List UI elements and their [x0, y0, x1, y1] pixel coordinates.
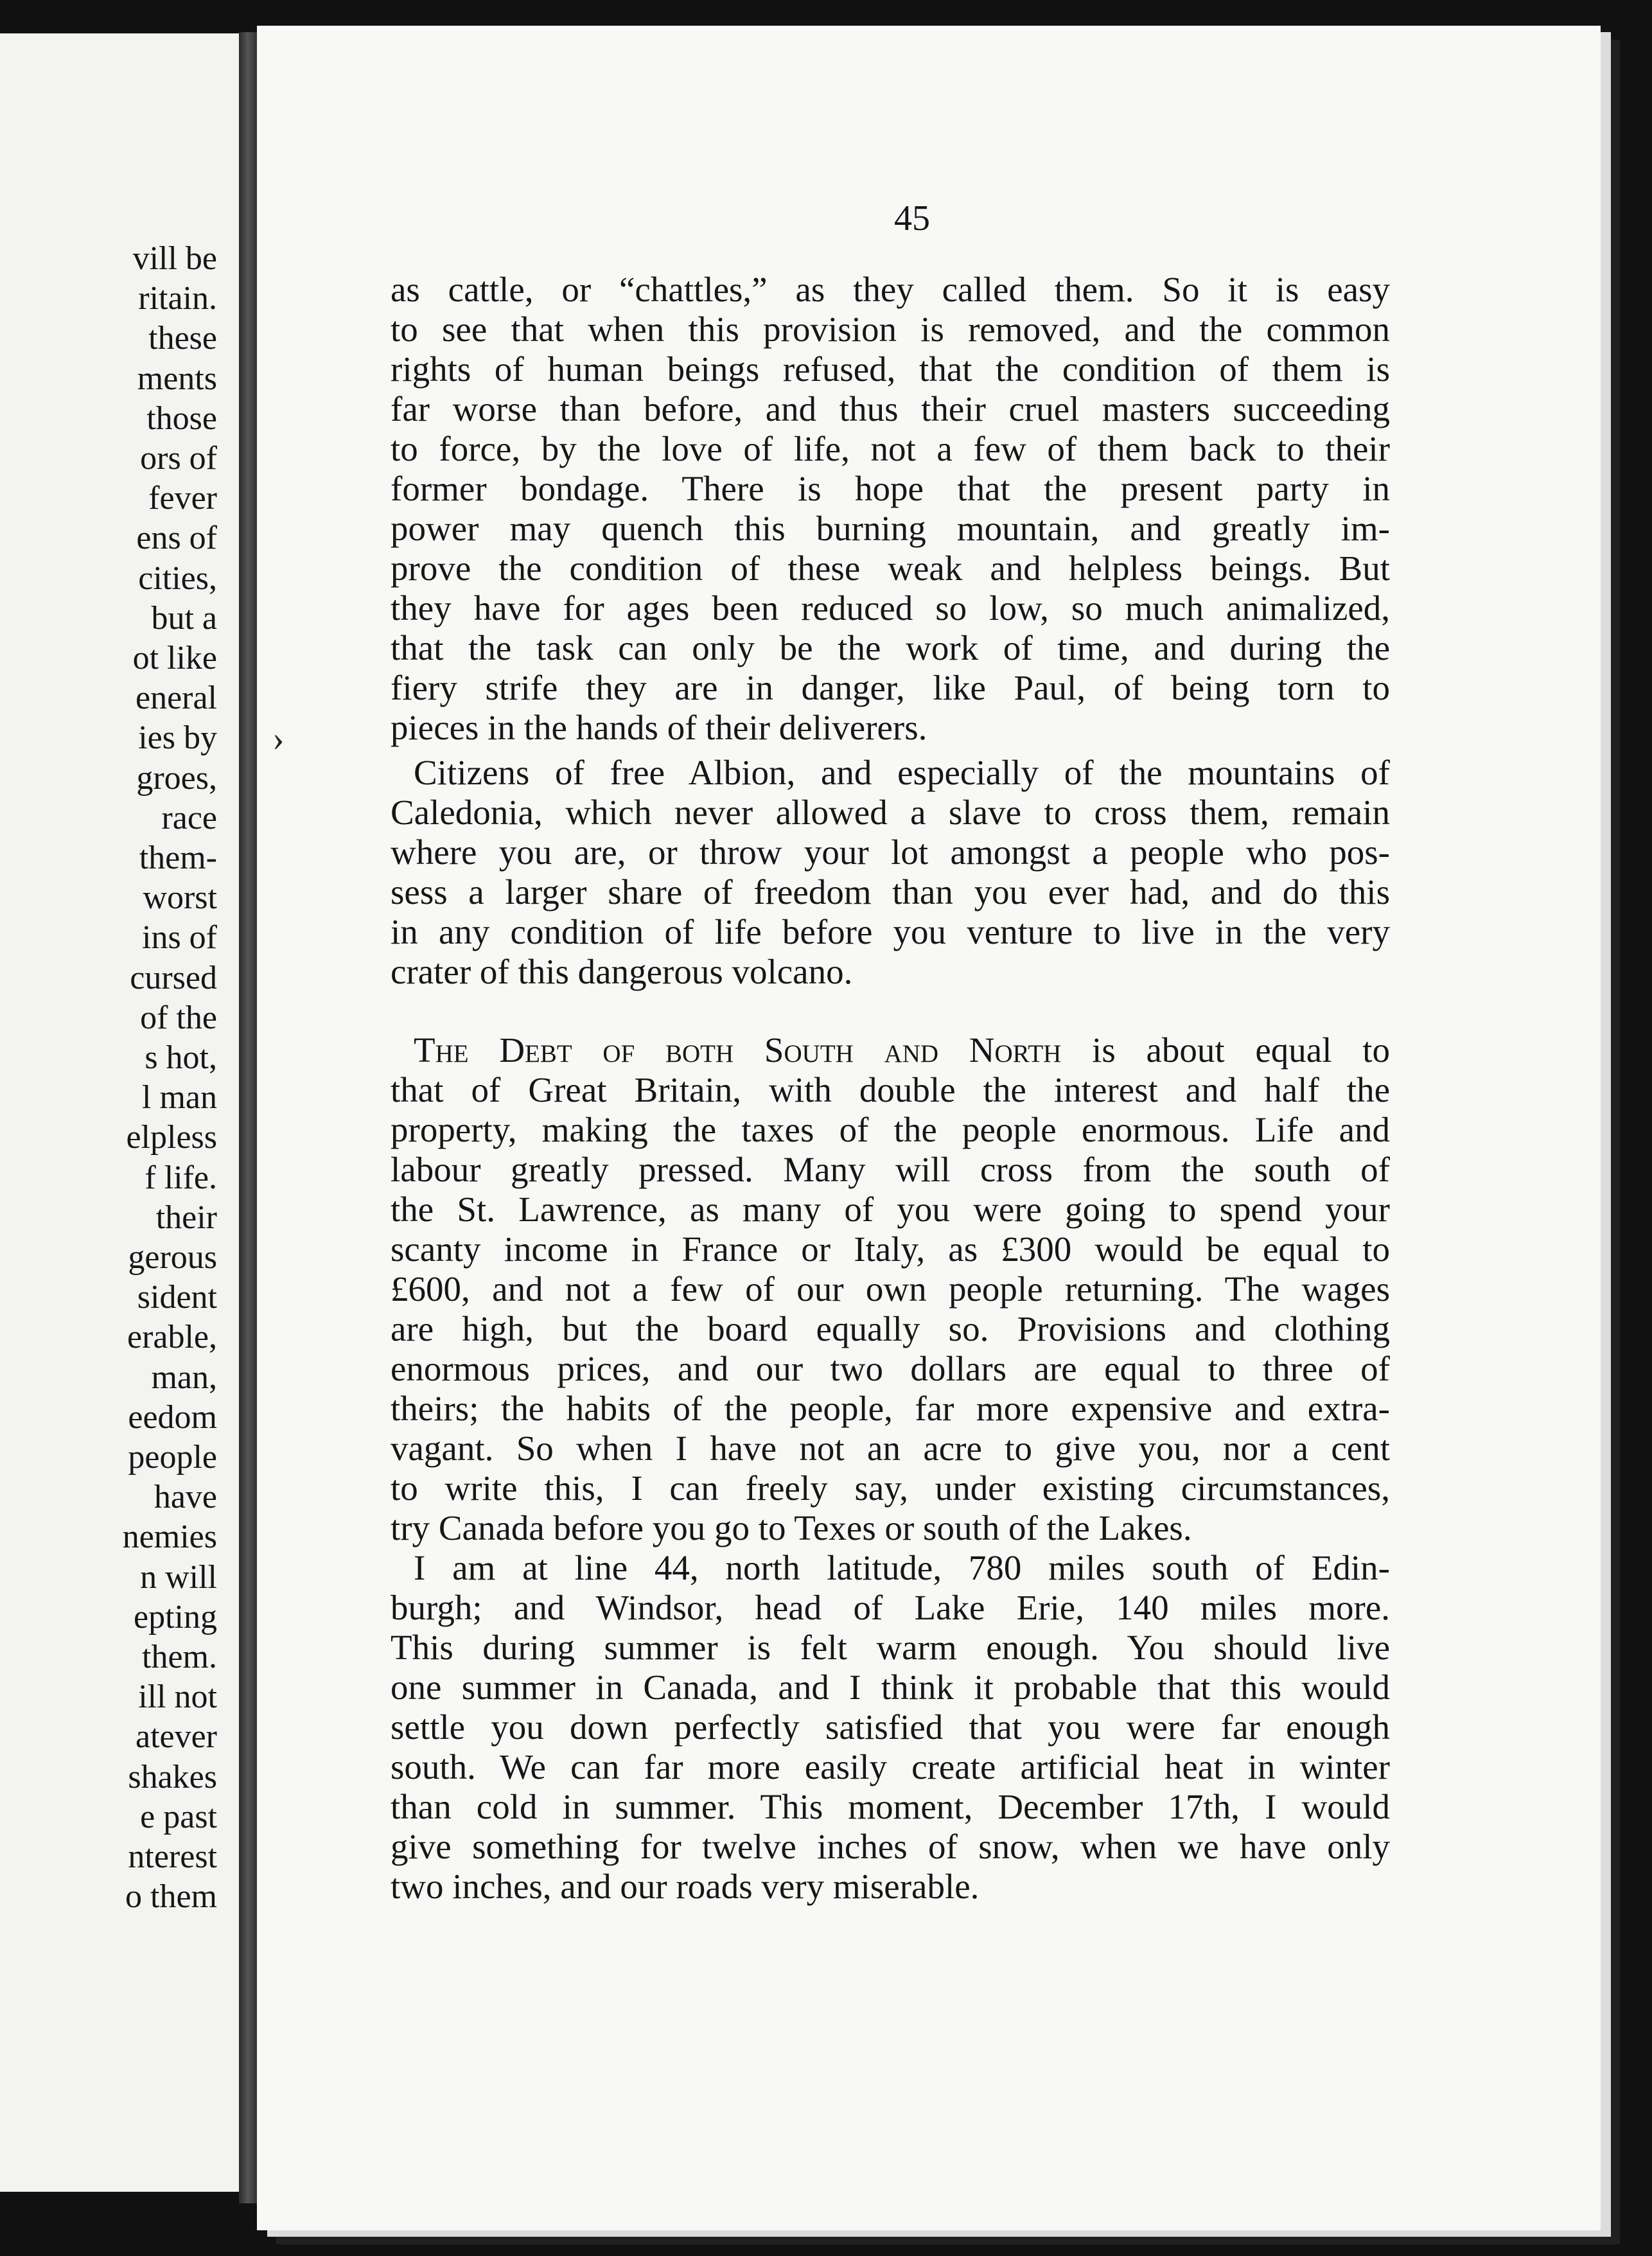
text-line: Citizens of free Albion, and especially of the mountains of: [414, 753, 1390, 792]
text-line: prove the condition of these weak and helpless beings. But: [391, 549, 1390, 588]
margin-mark: ›: [272, 719, 285, 759]
text-line: former bondage. There is hope that the present party in: [391, 469, 1390, 508]
previous-page: [0, 33, 243, 2192]
left-page-text-fragment: l man: [142, 1079, 217, 1116]
text-line: labour greatly pressed. Many will cross from the south of: [391, 1150, 1390, 1189]
text-line: This during summer is felt warm enough. You should live: [391, 1628, 1390, 1667]
left-page-text-fragment: ors of: [140, 440, 217, 477]
left-page-text-fragment: have: [154, 1479, 217, 1516]
left-page-text-fragment: nemies: [122, 1519, 217, 1556]
text-line: to force, by the love of life, not a few of them back to their: [391, 429, 1390, 468]
text-line: pieces in the hands of their deliverers.: [391, 708, 927, 747]
left-page-text-fragment: of the: [140, 999, 217, 1036]
text-line: I am at line 44, north latitude, 780 miles south of Edin-: [414, 1548, 1390, 1587]
left-page-text-fragment: ens of: [136, 520, 217, 557]
left-page-text-fragment: race: [161, 799, 217, 836]
left-page-text-fragment: ill not: [138, 1679, 217, 1716]
left-page-text-fragment: elpless: [126, 1119, 217, 1156]
left-page-text-fragment: shakes: [128, 1758, 217, 1795]
left-page-text-fragment: f life.: [145, 1159, 217, 1196]
left-page-text-fragment: sident: [137, 1279, 217, 1316]
text-line: burgh; and Windsor, head of Lake Erie, 140 miles more.: [391, 1588, 1390, 1627]
left-page-text-fragment: these: [148, 320, 217, 357]
text-line: £600, and not a few of our own people returning. The wages: [391, 1269, 1390, 1309]
text-line: rights of human beings refused, that the condition of them is: [391, 349, 1390, 389]
text-line: that the task can only be the work of time, and during the: [391, 628, 1390, 667]
left-page-text-fragment: groes,: [136, 759, 217, 797]
text-line: fiery strife they are in danger, like Paul, of being torn to: [391, 668, 1390, 707]
left-page-text-fragment: gerous: [128, 1239, 217, 1276]
left-page-text-fragment: ritain.: [138, 280, 217, 317]
text-line: settle you down perfectly satisfied that you were far enough: [391, 1707, 1390, 1747]
left-page-text-fragment: epting: [134, 1598, 217, 1635]
page-number: 45: [894, 198, 930, 238]
text-line: the St. Lawrence, as many of you were going to spend your: [391, 1190, 1390, 1229]
text-line: than cold in summer. This moment, December 17th, I would: [391, 1787, 1390, 1826]
text-line: are high, but the board equally so. Provisions and clothing: [391, 1309, 1390, 1348]
text-line: give something for twelve inches of snow, when we have only: [391, 1827, 1390, 1866]
text-line: they have for ages been reduced so low, so much animalized,: [391, 588, 1390, 628]
left-page-text-fragment: o them: [125, 1878, 217, 1916]
left-page-text-fragment: fever: [148, 480, 217, 517]
left-page-text-fragment: n will: [140, 1558, 217, 1596]
text-line: sess a larger share of freedom than you ever had, and do this: [391, 872, 1390, 912]
section-heading-line: [414, 1030, 1390, 1070]
left-page-text-fragment: cursed: [130, 959, 217, 996]
left-page-text-fragment: those: [146, 400, 217, 437]
text-line: one summer in Canada, and I think it probable that this would: [391, 1668, 1390, 1707]
left-page-text-fragment: worst: [143, 879, 217, 917]
text-line: far worse than before, and thus their cruel masters succeeding: [391, 389, 1390, 428]
text-line: property, making the taxes of the people enormous. Life and: [391, 1110, 1390, 1149]
text-line: as cattle, or “chattles,” as they called them. So it is easy: [391, 270, 1390, 309]
left-page-text-fragment: them-: [139, 840, 217, 876]
left-page-text-fragment: nterest: [128, 1838, 217, 1875]
text-line: crater of this dangerous volcano.: [391, 952, 853, 991]
left-page-text-fragment: vill be: [132, 240, 217, 277]
section-heading: The Debt of both South and North: [414, 1030, 1062, 1070]
left-page-text-fragment: s hot,: [145, 1039, 217, 1076]
left-page-text-fragment: atever: [135, 1718, 217, 1756]
left-page-text-fragment: but a: [151, 599, 217, 637]
left-page-text-fragment: man,: [151, 1359, 217, 1396]
text-line: south. We can far more easily create artificial heat in winter: [391, 1747, 1390, 1786]
left-page-text-fragment: cities,: [138, 560, 217, 597]
text-line: Caledonia, which never allowed a slave to cross them, remain: [391, 793, 1390, 832]
text-line: two inches, and our roads very miserable.: [391, 1867, 980, 1906]
text-line: to write this, I can freely say, under existing circumstances,: [391, 1468, 1390, 1508]
text-line: scanty income in France or Italy, as £300 would be equal to: [391, 1229, 1390, 1269]
text-line: enormous prices, and our two dollars are equal to three of: [391, 1349, 1390, 1388]
left-page-text-fragment: their: [155, 1199, 217, 1236]
text-line: theirs; the habits of the people, far more expensive and extra-: [391, 1389, 1390, 1428]
text-line: power may quench this burning mountain, and greatly im-: [391, 509, 1390, 548]
left-page-text-fragment: e past: [140, 1798, 217, 1835]
text-line: try Canada before you go to Texes or south of the Lakes.: [391, 1508, 1192, 1547]
text-line: in any condition of life before you venture to live in the very: [391, 912, 1390, 951]
binding-gutter: [239, 32, 258, 2203]
left-page-text-fragment: ot like: [132, 640, 217, 676]
text-line: where you are, or throw your lot amongst a people who pos-: [391, 833, 1390, 872]
left-page-text-fragment: eedom: [128, 1398, 217, 1436]
left-page-text-fragment: ins of: [142, 919, 217, 956]
section-heading-rest: is about equal to: [1092, 1030, 1391, 1070]
left-page-text-fragment: erable,: [127, 1319, 217, 1356]
text-line: that of Great Britain, with double the interest and half the: [391, 1070, 1390, 1109]
left-page-text-fragment: ies by: [138, 719, 217, 757]
left-page-text-fragment: ments: [137, 360, 217, 397]
left-page-text-fragment: people: [128, 1439, 217, 1476]
left-page-text-fragment: eneral: [135, 680, 217, 717]
left-page-text-fragment: them.: [142, 1639, 217, 1675]
text-line: to see that when this provision is removed, and the common: [391, 310, 1390, 349]
text-line: vagant. So when I have not an acre to give you, nor a cent: [391, 1429, 1390, 1468]
